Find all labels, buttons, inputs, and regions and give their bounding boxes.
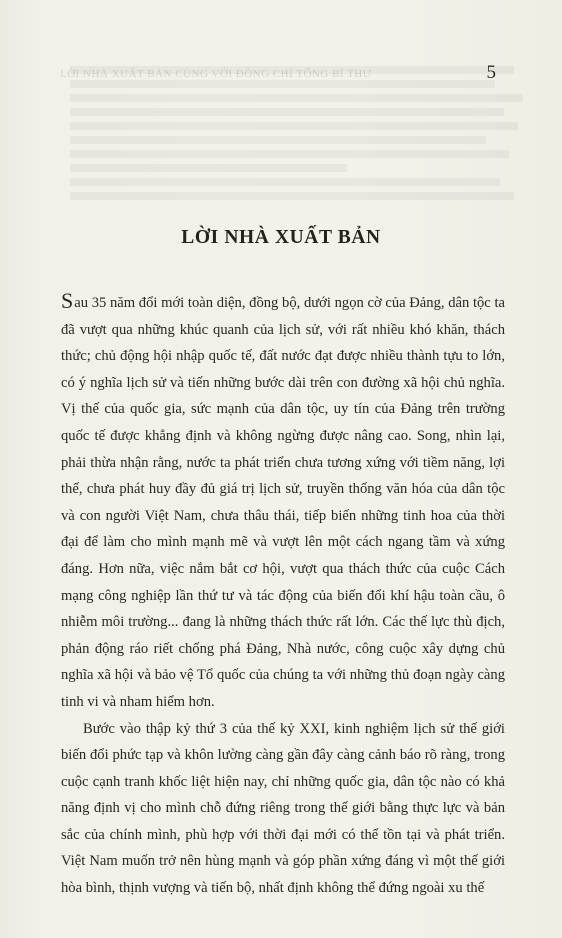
paragraph-2-text: Bước vào thập kỷ thứ 3 của thế kỷ XXI, kinh nghiệm lịch sử thế giới biến đổi phức tạp và khôn lường càng gần đây càng cảnh báo rõ ràng, trong cuộc cạnh tranh khốc liệt hiện nay, chỉ những quốc gia, dân tộc nào có khả năng định vị cho mình chỗ đứng riêng trong thế giới bằng thực lực và bản sắc của chính mình, phù hợp với thời đại mới có thể tồn tại và phát triển. Việt Nam muốn trở nên hùng mạnh và góp phần xứng đáng vì một thế giới hòa bình, thịnh vượng và tiến bộ, nhất định không thể đứng ngoài xu thế	[61, 720, 505, 897]
paragraph-2	[61, 716, 505, 902]
page-title: LỜI NHÀ XUẤT BẢN	[181, 227, 381, 248]
paragraph-1-text: au 35 năm đổi mới toàn diện, đồng bộ, dưới ngọn cờ của Đảng, dân tộc ta đã vượt qua những khúc quanh của lịch sử, với rất nhiều khó khăn, thách thức; chủ động hội nhập quốc tế, đất nước đạt được nhiều thành tựu to lớn, có ý nghĩa lịch sử và tiến những bước dài trên con đường xã hội chủ nghĩa. Vị thế của quốc gia, sức mạnh của dân tộc, uy tín của Đảng trên trường quốc tế được khẳng định và không ngừng được nâng cao. Song, nhìn lại, phải thừa nhận rằng, nước ta phát triển chưa tương xứng với tiềm năng, lợi thế, chưa phát huy đầy đủ giá trị lịch sử, truyền thống văn hóa của dân tộc và con người Việt Nam, chưa thâu thái, tiếp biến những tinh hoa của thời đại để làm cho mình mạnh mẽ và vượt lên một cách ngang tầm và xứng đáng. Hơn nữa, việc nắm bắt cơ hội, vượt qua thách thức của cuộc Cách mạng công nghiệp lần thứ tư và tác động của biến đổi khí hậu toàn cầu, ô nhiễm môi trường... đang là những thách thức rất lớn. Các thế lực thù địch, phản động ráo riết chống phá Đảng, Nhà nước, công cuộc xây dựng chủ nghĩa xã hội và bảo vệ Tổ quốc của chúng ta với những thủ đoạn ngày càng tinh vi và nham hiểm hơn.	[61, 295, 505, 710]
page-number: 5	[486, 62, 496, 83]
paragraph-1	[61, 290, 505, 716]
show-through-text	[70, 60, 532, 290]
running-title: LỜI NHÀ XUẤT BẢN CÙNG VỚI ĐỒNG CHÍ TỔNG BÍ THƯ	[60, 68, 372, 80]
page-header	[60, 62, 496, 88]
body-text	[61, 290, 505, 902]
drop-cap: S	[61, 288, 74, 313]
